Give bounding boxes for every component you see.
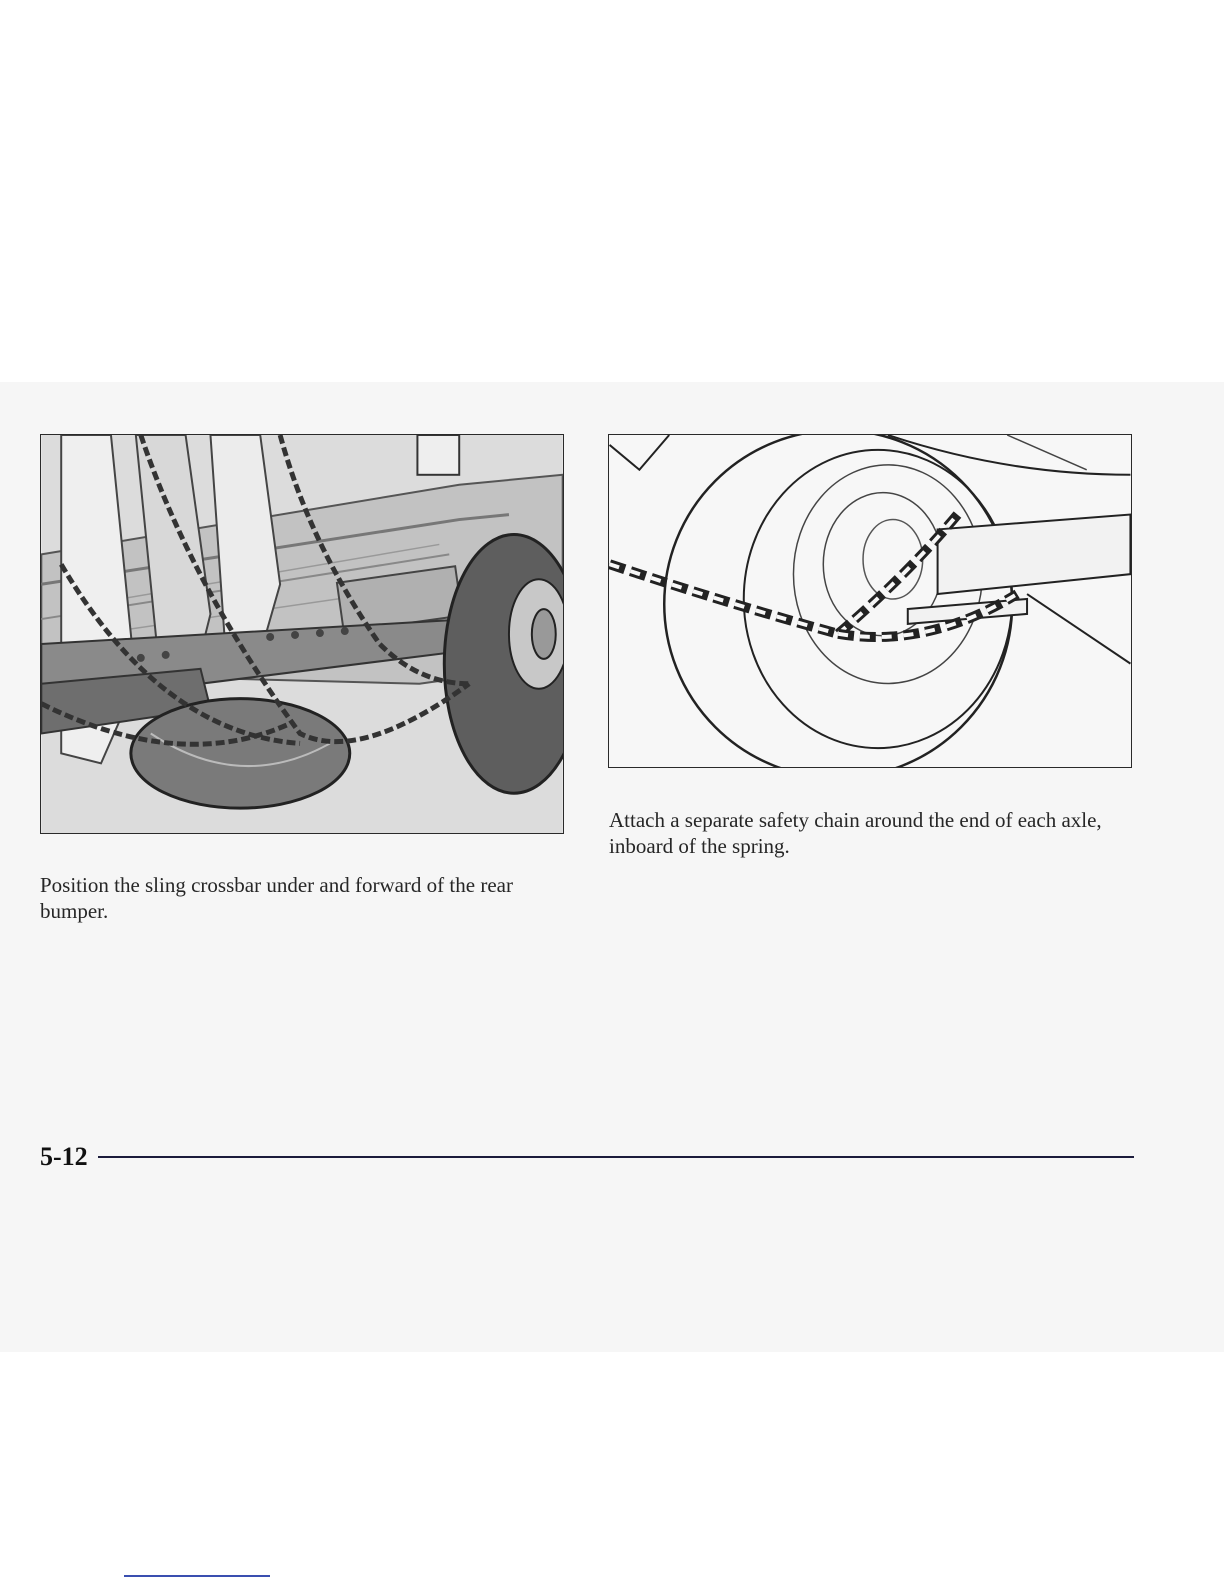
bottom-link-underline [124, 1575, 270, 1577]
left-figure-caption: Position the sling crossbar under and forward of the rear bumper. [40, 873, 513, 923]
axle-chain-illustration [608, 434, 1132, 768]
page-number: 5-12 [40, 1142, 88, 1171]
right-figure-caption: Attach a separate safety chain around the end of each axle, inboard of the spring. [609, 808, 1102, 858]
tow-sling-illustration [40, 434, 564, 834]
tow-sling-under-vehicle-illustration [41, 435, 563, 833]
page-footer [40, 1140, 1134, 1174]
axle-safety-chain-illustration [609, 435, 1131, 767]
footer-rule [98, 1156, 1134, 1159]
